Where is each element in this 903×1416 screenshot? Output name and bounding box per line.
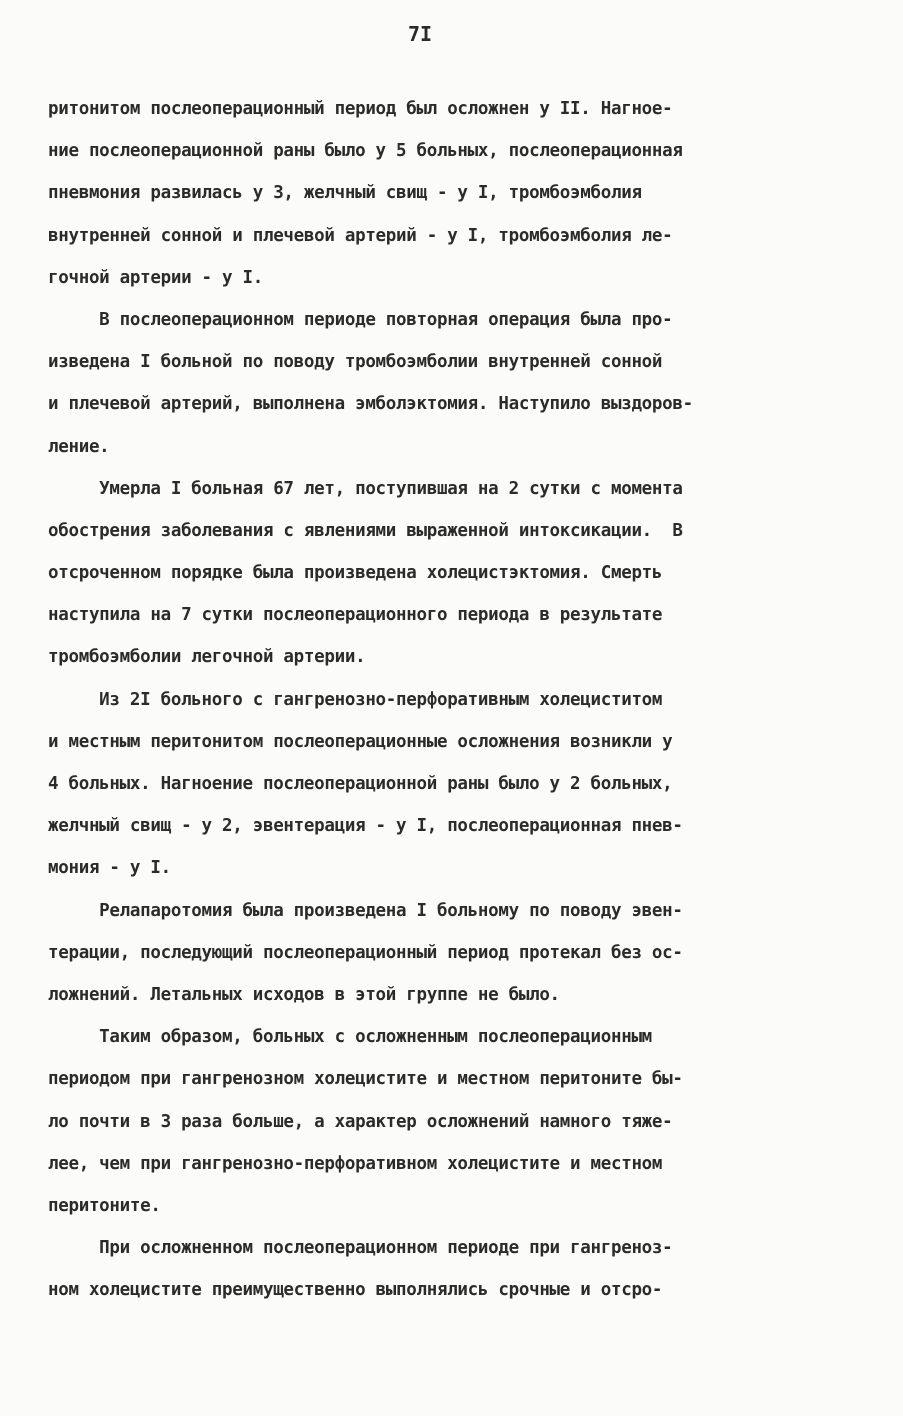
- text-line: периодом при гангренозном холецистите и местном перитоните бы-: [48, 1069, 683, 1090]
- text-line: тромбоэмболии легочной артерии.: [48, 647, 366, 668]
- text-line: отсроченном порядке была произведена холецистэктомия. Смерть: [48, 563, 663, 584]
- text-line: В послеоперационном периоде повторная операция была про-: [48, 309, 673, 330]
- text-line: 4 больных. Нагноение послеоперационной раны было у 2 больных,: [48, 774, 673, 794]
- page-number: 7I: [407, 22, 433, 46]
- text-line: обострения заболевания с явлениями выраженной интоксикации. В: [48, 520, 683, 541]
- text-line: перитоните.: [48, 1195, 161, 1216]
- text-line: При осложненном послеоперационном периоде при гангреноз-: [48, 1238, 673, 1259]
- text-line: мония - у I.: [48, 858, 171, 879]
- text-line: ление.: [48, 436, 110, 457]
- body-text: [48, 88, 858, 1311]
- text-line: пневмония развилась у 3, желчный свищ - у I, тромбоэмболия: [48, 183, 642, 204]
- text-line: желчный свищ - у 2, эвентерация - у I, послеоперационная пнев-: [48, 816, 683, 837]
- text-line: и местным перитонитом послеоперационные осложнения возникли у: [48, 731, 673, 752]
- text-line: изведена I больной по поводу тромбоэмболии внутренней сонной: [48, 352, 663, 373]
- text-line: гочной артерии - у I.: [48, 267, 263, 288]
- text-line: Таким образом, больных с осложненным послеоперационным: [48, 1027, 652, 1048]
- text-line: ние послеоперационной раны было у 5 больных, послеоперационная: [48, 141, 683, 162]
- text-line: лее, чем при гангренозно-перфоративном холецистите и местном: [48, 1153, 663, 1174]
- text-line: ном холецистите преимущественно выполнялись срочные и отсро-: [48, 1280, 663, 1301]
- text-line: ло почти в 3 раза больше, а характер осложнений намного тяже-: [48, 1111, 673, 1132]
- text-line: ложнений. Летальных исходов в этой группе не было.: [48, 984, 560, 1005]
- text-line: внутренней сонной и плечевой артерий - у I, тромбоэмболия ле-: [48, 225, 673, 246]
- text-line: наступила на 7 сутки послеоперационного периода в результате: [48, 605, 663, 626]
- text-line: Из 2I больного с гангренозно-перфоративным холециститом: [48, 689, 663, 710]
- text-line: Умерла I больная 67 лет, поступившая на 2 сутки с момента: [48, 478, 683, 499]
- text-line: и плечевой артерий, выполнена эмболэктомия. Наступило выздоров-: [48, 394, 693, 415]
- text-line: Релапаротомия была произведена I больному по поводу эвен-: [48, 900, 683, 921]
- text-line: ритонитом послеоперационный период был осложнен у II. Нагное-: [48, 99, 673, 119]
- text-line: терации, последующий послеоперационный период протекал без ос-: [48, 942, 683, 963]
